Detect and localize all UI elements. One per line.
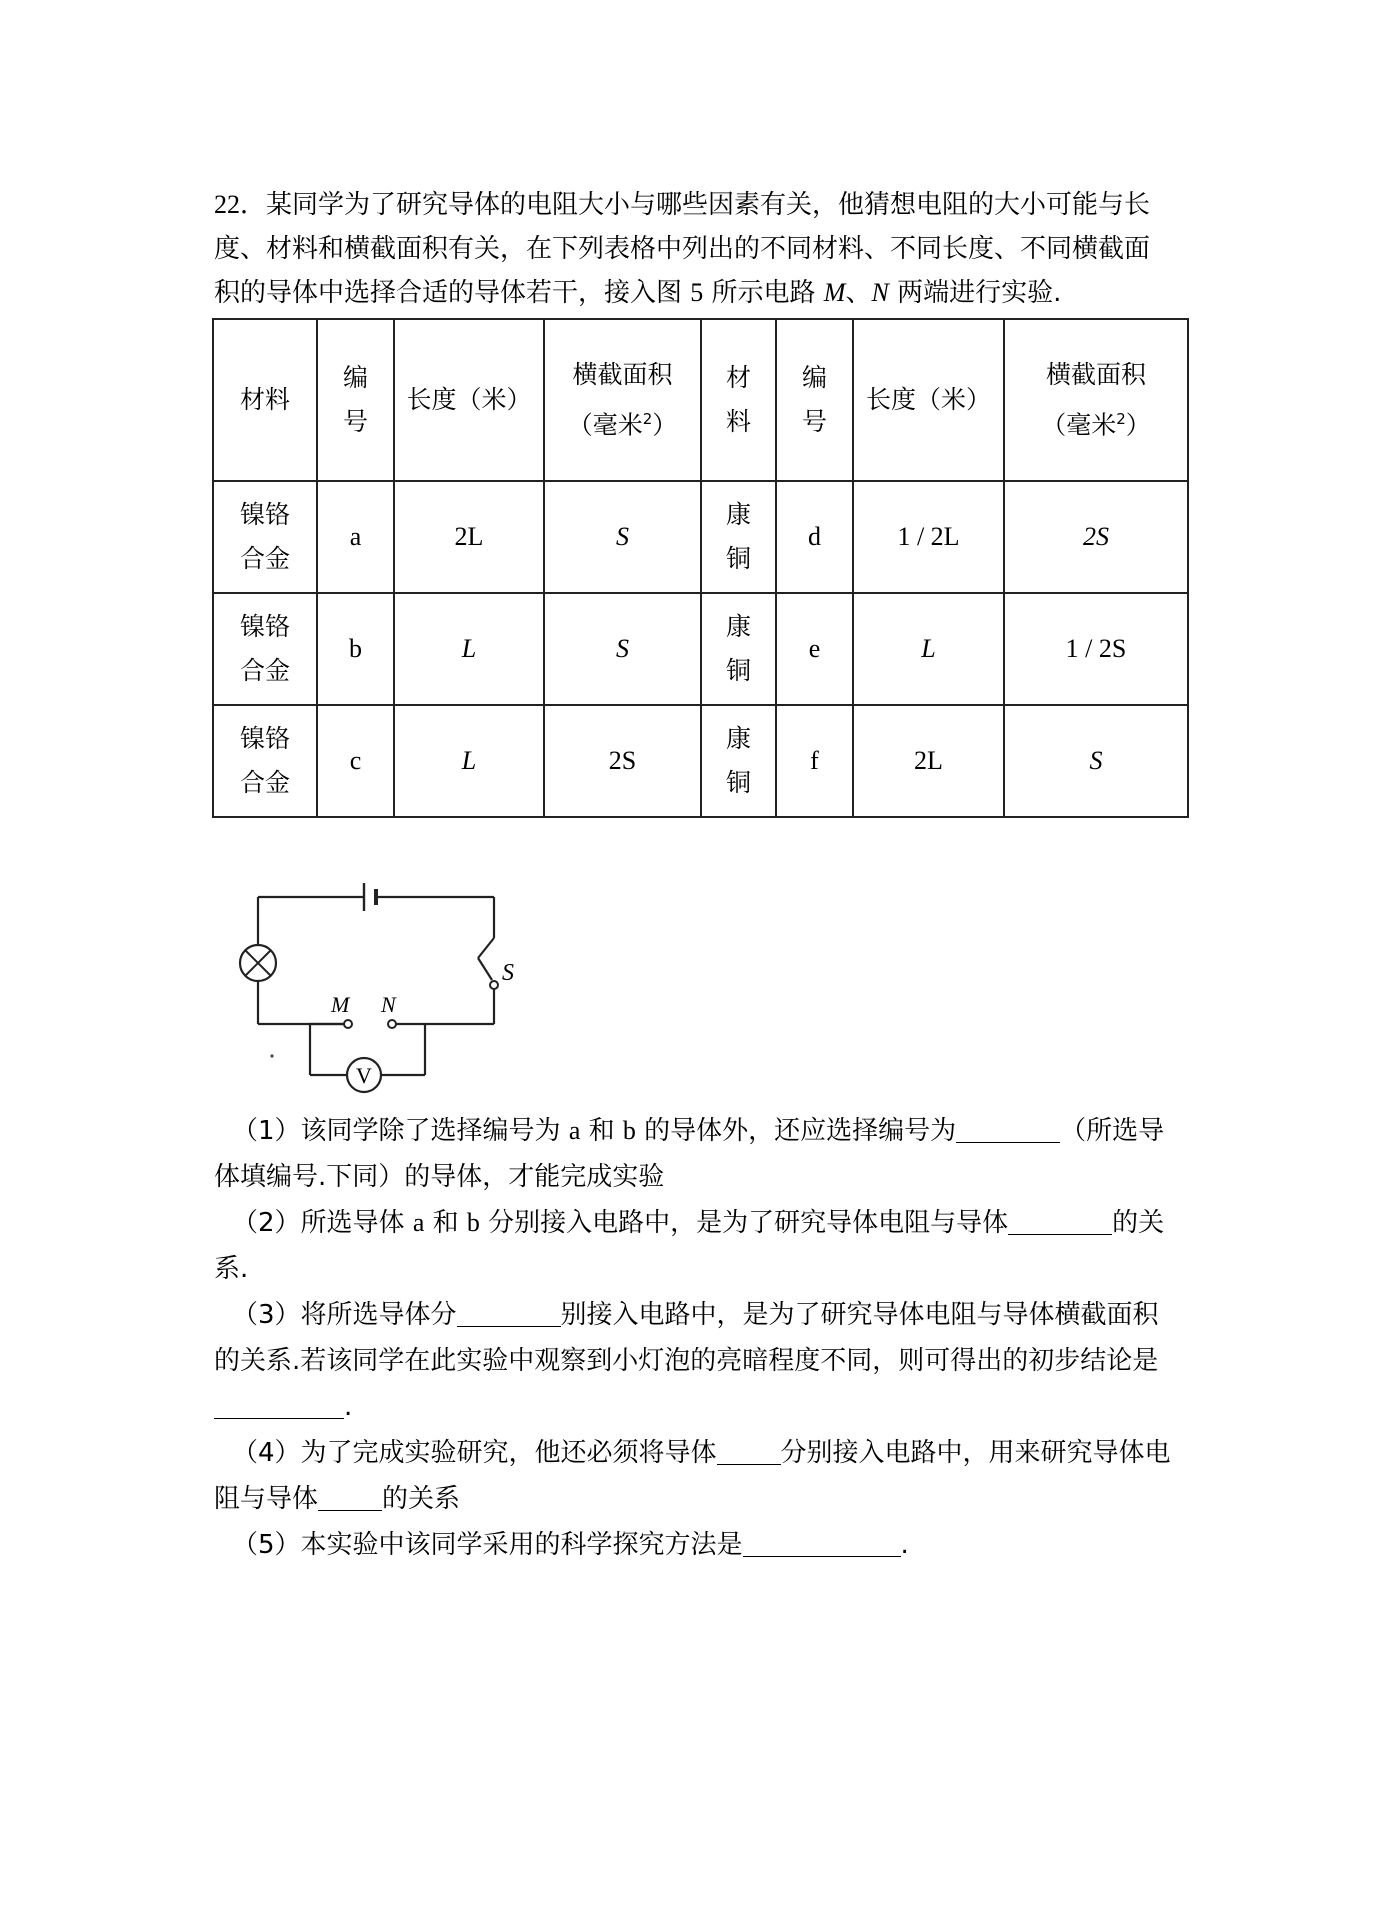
header-material-1: 材料 [213,319,317,481]
answer-blank-3a[interactable] [457,1296,561,1327]
voltmeter-label: V [356,1063,372,1088]
area-cell: S [1004,705,1188,817]
question-4-line-2: 阻与导体 的关系 [214,1476,1184,1522]
intro-line-2: 度、材料和横截面积有关，在下列表格中列出的不同材料、不同长度、不同横截面 [214,234,1151,264]
header-number-1: 编号 [317,319,394,481]
terminal-m-ref: M [823,278,846,307]
question-3-line-3: . [214,1384,1184,1430]
question-1-line-2: 体填编号.下同）的导体，才能完成实验 [214,1162,665,1192]
area-cell: S [544,593,701,705]
material-cell: 康铜 [701,705,776,817]
intro-sep: 、 [845,278,872,308]
number-cell: e [776,593,853,705]
table-header-row [213,319,1188,481]
question-3-line-1: （3）将所选导体分 别接入电路中，是为了研究导体电阻与导体横截面积 [214,1292,1184,1338]
intro-line-3 [214,271,1184,315]
material-cell: 康铜 [701,593,776,705]
number-cell: a [317,481,394,593]
material-cell: 康铜 [701,481,776,593]
questions [214,1108,1184,1568]
intro-text-3c: 两端进行实验. [888,278,1062,308]
length-cell: L [853,593,1004,705]
terminal-n-label: N [381,992,396,1017]
number-cell: b [317,593,394,705]
switch-icon [478,938,498,989]
answer-blank-1[interactable] [956,1112,1060,1143]
circuit-diagram [230,880,530,1100]
length-cell: L [394,705,544,817]
question-5: （5）本实验中该同学采用的科学探究方法是 . [214,1522,1184,1568]
area-cell: 2S [1004,481,1188,593]
answer-blank-4a[interactable] [717,1434,781,1465]
number-cell: d [776,481,853,593]
problem-intro [214,183,1184,315]
number-cell: c [317,705,394,817]
area-cell: 1 / 2S [1004,593,1188,705]
question-4-line-1: （4）为了完成实验研究，他还必须将导体 分别接入电路中，用来研究导体电 [214,1430,1184,1476]
intro-text-3a: 积的导体中选择合适的导体若干，接入图 [214,278,691,308]
problem-number: 22． [214,190,267,219]
answer-blank-2[interactable] [1008,1204,1112,1235]
question-2-line-2: 系. [214,1254,249,1284]
material-cell: 镍铬合金 [213,705,317,817]
terminal-n-ref: N [871,278,889,307]
header-length-1: 长度（米） [394,319,544,481]
length-cell: L [394,593,544,705]
question-2-line-1: （2）所选导体 a 和 b 分别接入电路中，是为了研究导体电阻与导体 的关 [214,1200,1184,1246]
header-area-1: 横截面积 （毫米$^2$） [544,319,701,481]
length-cell: 1 / 2L [853,481,1004,593]
answer-blank-4b[interactable] [318,1480,382,1511]
conductor-table [212,318,1189,818]
number-cell: f [776,705,853,817]
lamp-icon [240,945,276,981]
intro-text-3b: 所示电路 [703,278,824,308]
table-row [213,593,1188,705]
length-cell: 2L [853,705,1004,817]
question-1-line-1: （1）该同学除了选择编号为 a 和 b 的导体外，还应选择编号为 （所选导 [214,1108,1184,1154]
header-number-2: 编号 [776,319,853,481]
terminal-m-label: M [331,992,350,1017]
area-cell: 2S [544,705,701,817]
figure-number: 5 [690,278,704,307]
answer-blank-3b[interactable] [214,1388,344,1419]
intro-line-1 [214,183,1184,227]
area-cell: S [544,481,701,593]
material-cell: 镍铬合金 [213,481,317,593]
intro-text-1: 某同学为了研究导体的电阻大小与哪些因素有关，他猜想电阻的大小可能与长 [266,190,1151,220]
terminal-n [388,1020,396,1028]
length-cell: 2L [394,481,544,593]
header-area-2: 横截面积 （毫米$^2$） [1004,319,1188,481]
header-material-2: 材料 [701,319,776,481]
switch-label: S [502,960,514,986]
material-cell: 镍铬合金 [213,593,317,705]
table-row [213,481,1188,593]
stray-dot [270,1054,273,1057]
table-row [213,705,1188,817]
answer-blank-5[interactable] [743,1526,901,1557]
header-length-2: 长度（米） [853,319,1004,481]
terminal-m [344,1020,352,1028]
question-3-line-2: 的关系.若该同学在此实验中观察到小灯泡的亮暗程度不同，则可得出的初步结论是 [214,1346,1159,1376]
